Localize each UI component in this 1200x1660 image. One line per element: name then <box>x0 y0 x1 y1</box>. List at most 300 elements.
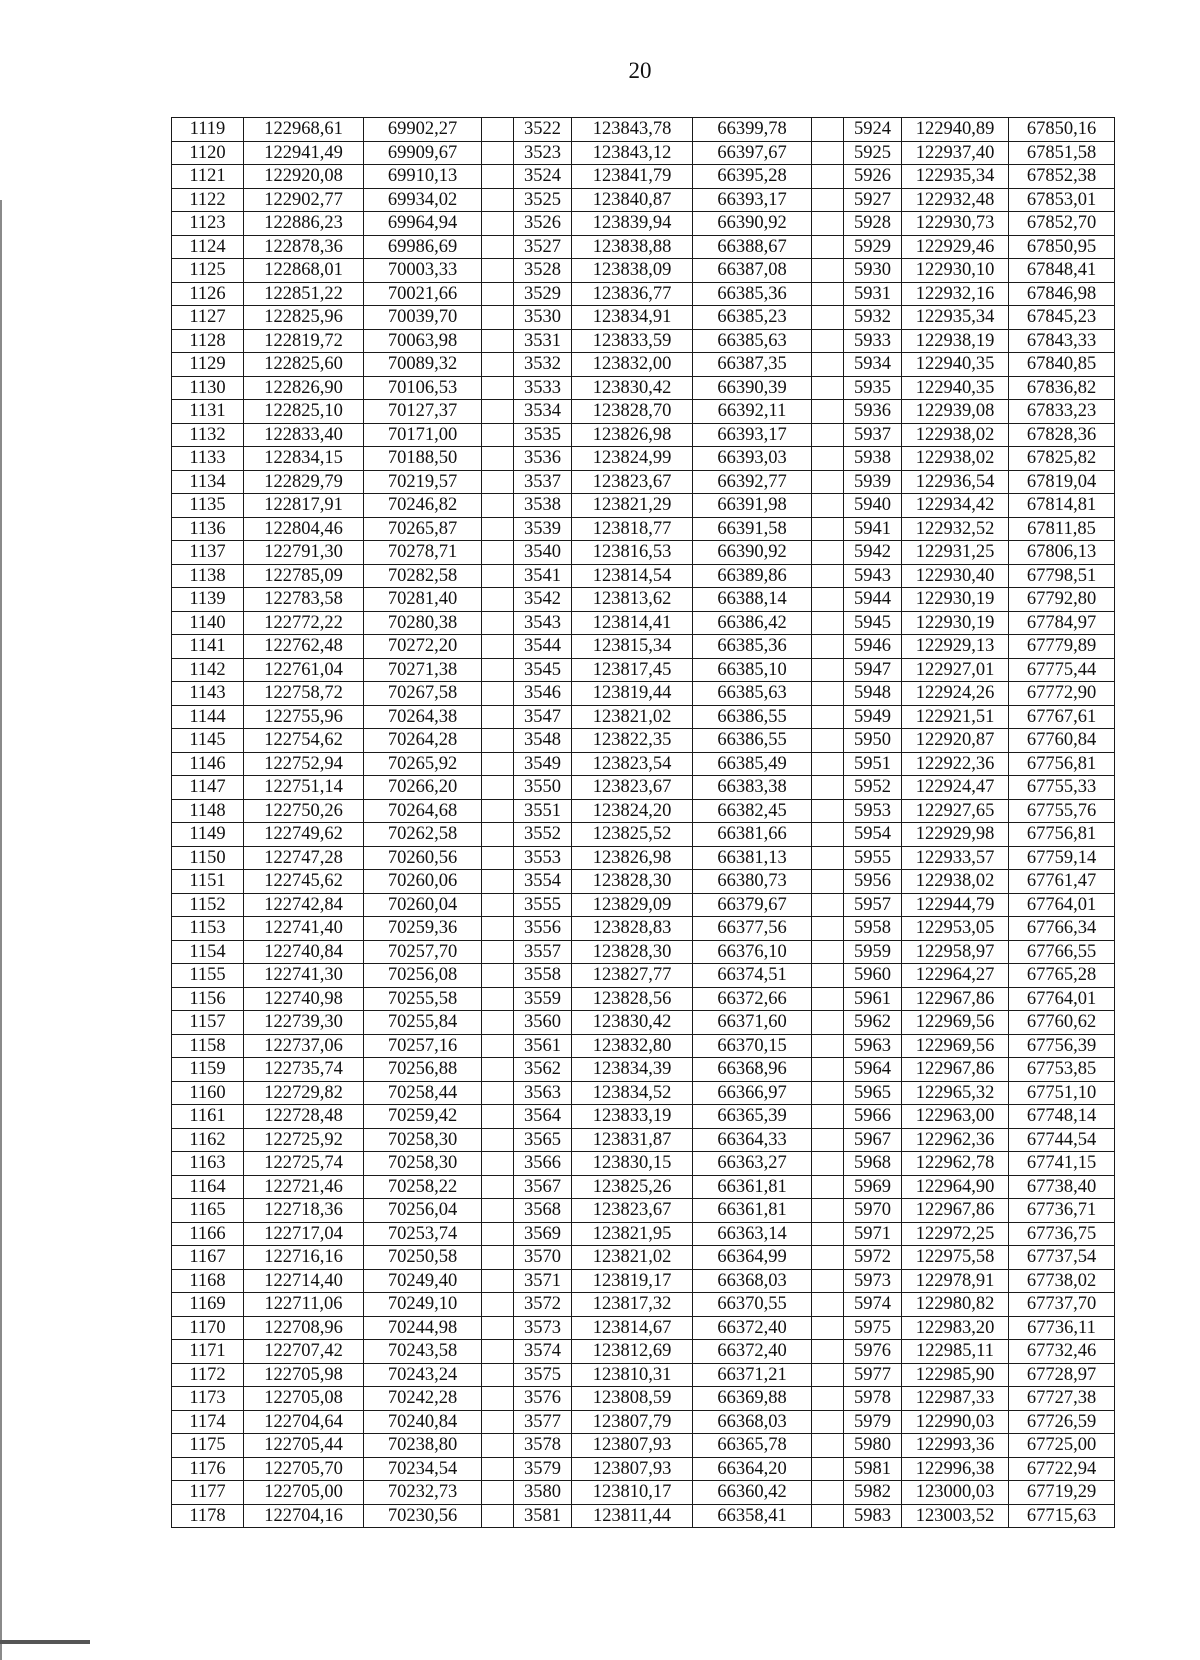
point-number-cell: 1138 <box>172 564 244 588</box>
y-coordinate-cell: 66380,73 <box>693 870 812 894</box>
y-coordinate-cell: 69964,94 <box>364 212 482 236</box>
x-coordinate-cell: 122878,36 <box>244 235 364 259</box>
point-number-cell: 3579 <box>514 1457 572 1481</box>
column-separator-cell <box>812 1034 844 1058</box>
y-coordinate-cell: 66382,45 <box>693 799 812 823</box>
table-row <box>172 1316 1115 1340</box>
column-separator-cell <box>482 1152 514 1176</box>
y-coordinate-cell: 67764,01 <box>1009 893 1115 917</box>
y-coordinate-cell: 66385,49 <box>693 752 812 776</box>
point-number-cell: 3581 <box>514 1504 572 1528</box>
y-coordinate-cell: 67850,95 <box>1009 235 1115 259</box>
point-number-cell: 1149 <box>172 823 244 847</box>
x-coordinate-cell: 122965,32 <box>902 1081 1009 1105</box>
y-coordinate-cell: 70238,80 <box>364 1434 482 1458</box>
point-number-cell: 1124 <box>172 235 244 259</box>
y-coordinate-cell: 66385,23 <box>693 306 812 330</box>
column-separator-cell <box>482 1105 514 1129</box>
y-coordinate-cell: 70278,71 <box>364 541 482 565</box>
x-coordinate-cell: 122932,48 <box>902 188 1009 212</box>
table-row <box>172 1293 1115 1317</box>
x-coordinate-cell: 122927,01 <box>902 658 1009 682</box>
column-separator-cell <box>812 1105 844 1129</box>
table-row <box>172 1058 1115 1082</box>
point-number-cell: 3526 <box>514 212 572 236</box>
y-coordinate-cell: 66386,55 <box>693 729 812 753</box>
point-number-cell: 1164 <box>172 1175 244 1199</box>
table-row <box>172 494 1115 518</box>
y-coordinate-cell: 70257,16 <box>364 1034 482 1058</box>
point-number-cell: 5933 <box>844 329 902 353</box>
x-coordinate-cell: 122922,36 <box>902 752 1009 776</box>
y-coordinate-cell: 70039,70 <box>364 306 482 330</box>
point-number-cell: 3563 <box>514 1081 572 1105</box>
x-coordinate-cell: 122851,22 <box>244 282 364 306</box>
y-coordinate-cell: 70243,58 <box>364 1340 482 1364</box>
y-coordinate-cell: 70260,04 <box>364 893 482 917</box>
point-number-cell: 1161 <box>172 1105 244 1129</box>
y-coordinate-cell: 66371,21 <box>693 1363 812 1387</box>
column-separator-cell <box>812 282 844 306</box>
column-separator-cell <box>482 823 514 847</box>
x-coordinate-cell: 122939,08 <box>902 400 1009 424</box>
table-row <box>172 470 1115 494</box>
y-coordinate-cell: 70250,58 <box>364 1246 482 1270</box>
column-separator-cell <box>482 1081 514 1105</box>
point-number-cell: 5926 <box>844 165 902 189</box>
column-separator-cell <box>812 588 844 612</box>
column-separator-cell <box>812 423 844 447</box>
y-coordinate-cell: 70260,56 <box>364 846 482 870</box>
x-coordinate-cell: 122741,40 <box>244 917 364 941</box>
y-coordinate-cell: 66365,39 <box>693 1105 812 1129</box>
x-coordinate-cell: 123834,52 <box>572 1081 693 1105</box>
x-coordinate-cell: 122938,19 <box>902 329 1009 353</box>
x-coordinate-cell: 122737,06 <box>244 1034 364 1058</box>
x-coordinate-cell: 123841,79 <box>572 165 693 189</box>
point-number-cell: 3523 <box>514 141 572 165</box>
point-number-cell: 3560 <box>514 1011 572 1035</box>
x-coordinate-cell: 122725,92 <box>244 1128 364 1152</box>
column-separator-cell <box>482 776 514 800</box>
column-separator-cell <box>812 776 844 800</box>
point-number-cell: 5939 <box>844 470 902 494</box>
column-separator-cell <box>482 1387 514 1411</box>
x-coordinate-cell: 123000,03 <box>902 1481 1009 1505</box>
y-coordinate-cell: 70188,50 <box>364 447 482 471</box>
y-coordinate-cell: 67726,59 <box>1009 1410 1115 1434</box>
column-separator-cell <box>812 964 844 988</box>
x-coordinate-cell: 122937,40 <box>902 141 1009 165</box>
y-coordinate-cell: 67852,38 <box>1009 165 1115 189</box>
x-coordinate-cell: 123828,70 <box>572 400 693 424</box>
y-coordinate-cell: 69910,13 <box>364 165 482 189</box>
y-coordinate-cell: 66385,10 <box>693 658 812 682</box>
y-coordinate-cell: 67840,85 <box>1009 353 1115 377</box>
column-separator-cell <box>482 987 514 1011</box>
y-coordinate-cell: 69909,67 <box>364 141 482 165</box>
y-coordinate-cell: 70253,74 <box>364 1222 482 1246</box>
column-separator-cell <box>812 1434 844 1458</box>
x-coordinate-cell: 122990,03 <box>902 1410 1009 1434</box>
point-number-cell: 5946 <box>844 635 902 659</box>
point-number-cell: 1147 <box>172 776 244 800</box>
column-separator-cell <box>482 188 514 212</box>
x-coordinate-cell: 123833,59 <box>572 329 693 353</box>
column-separator-cell <box>482 1434 514 1458</box>
y-coordinate-cell: 67767,61 <box>1009 705 1115 729</box>
x-coordinate-cell: 122930,73 <box>902 212 1009 236</box>
x-coordinate-cell: 122825,10 <box>244 400 364 424</box>
y-coordinate-cell: 67853,01 <box>1009 188 1115 212</box>
table-row <box>172 141 1115 165</box>
x-coordinate-cell: 123818,77 <box>572 517 693 541</box>
point-number-cell: 1154 <box>172 940 244 964</box>
x-coordinate-cell: 122924,26 <box>902 682 1009 706</box>
column-separator-cell <box>482 658 514 682</box>
y-coordinate-cell: 70281,40 <box>364 588 482 612</box>
x-coordinate-cell: 122711,06 <box>244 1293 364 1317</box>
x-coordinate-cell: 122962,78 <box>902 1152 1009 1176</box>
y-coordinate-cell: 66368,96 <box>693 1058 812 1082</box>
point-number-cell: 3528 <box>514 259 572 283</box>
column-separator-cell <box>482 1410 514 1434</box>
y-coordinate-cell: 70259,36 <box>364 917 482 941</box>
y-coordinate-cell: 67772,90 <box>1009 682 1115 706</box>
point-number-cell: 3531 <box>514 329 572 353</box>
y-coordinate-cell: 70266,20 <box>364 776 482 800</box>
point-number-cell: 3533 <box>514 376 572 400</box>
x-coordinate-cell: 122804,46 <box>244 517 364 541</box>
table-row <box>172 400 1115 424</box>
point-number-cell: 1134 <box>172 470 244 494</box>
x-coordinate-cell: 122935,34 <box>902 165 1009 189</box>
y-coordinate-cell: 66379,67 <box>693 893 812 917</box>
point-number-cell: 1145 <box>172 729 244 753</box>
column-separator-cell <box>482 799 514 823</box>
column-separator-cell <box>482 611 514 635</box>
y-coordinate-cell: 66385,36 <box>693 635 812 659</box>
column-separator-cell <box>482 423 514 447</box>
point-number-cell: 3562 <box>514 1058 572 1082</box>
y-coordinate-cell: 66390,92 <box>693 541 812 565</box>
point-number-cell: 5982 <box>844 1481 902 1505</box>
point-number-cell: 5935 <box>844 376 902 400</box>
point-number-cell: 1173 <box>172 1387 244 1411</box>
x-coordinate-cell: 123823,67 <box>572 776 693 800</box>
x-coordinate-cell: 123812,69 <box>572 1340 693 1364</box>
column-separator-cell <box>812 823 844 847</box>
point-number-cell: 3574 <box>514 1340 572 1364</box>
column-separator-cell <box>482 1222 514 1246</box>
y-coordinate-cell: 66368,03 <box>693 1269 812 1293</box>
point-number-cell: 3578 <box>514 1434 572 1458</box>
column-separator-cell <box>482 940 514 964</box>
x-coordinate-cell: 122968,61 <box>244 118 364 142</box>
x-coordinate-cell: 122978,91 <box>902 1269 1009 1293</box>
x-coordinate-cell: 123807,93 <box>572 1457 693 1481</box>
point-number-cell: 3556 <box>514 917 572 941</box>
point-number-cell: 5954 <box>844 823 902 847</box>
table-row <box>172 517 1115 541</box>
y-coordinate-cell: 67760,62 <box>1009 1011 1115 1035</box>
column-separator-cell <box>812 1246 844 1270</box>
y-coordinate-cell: 70249,10 <box>364 1293 482 1317</box>
point-number-cell: 5961 <box>844 987 902 1011</box>
column-separator-cell <box>482 282 514 306</box>
x-coordinate-cell: 122967,86 <box>902 1058 1009 1082</box>
point-number-cell: 1137 <box>172 541 244 565</box>
column-separator-cell <box>482 376 514 400</box>
x-coordinate-cell: 123826,98 <box>572 846 693 870</box>
point-number-cell: 5958 <box>844 917 902 941</box>
y-coordinate-cell: 70021,66 <box>364 282 482 306</box>
point-number-cell: 1163 <box>172 1152 244 1176</box>
point-number-cell: 1135 <box>172 494 244 518</box>
table-row <box>172 846 1115 870</box>
point-number-cell: 5970 <box>844 1199 902 1223</box>
y-coordinate-cell: 66387,35 <box>693 353 812 377</box>
y-coordinate-cell: 66376,10 <box>693 940 812 964</box>
point-number-cell: 3522 <box>514 118 572 142</box>
point-number-cell: 5978 <box>844 1387 902 1411</box>
point-number-cell: 3564 <box>514 1105 572 1129</box>
point-number-cell: 3565 <box>514 1128 572 1152</box>
point-number-cell: 1152 <box>172 893 244 917</box>
column-separator-cell <box>482 682 514 706</box>
y-coordinate-cell: 70271,38 <box>364 658 482 682</box>
y-coordinate-cell: 67761,47 <box>1009 870 1115 894</box>
y-coordinate-cell: 66377,56 <box>693 917 812 941</box>
y-coordinate-cell: 70264,68 <box>364 799 482 823</box>
column-separator-cell <box>812 1152 844 1176</box>
point-number-cell: 1160 <box>172 1081 244 1105</box>
point-number-cell: 5955 <box>844 846 902 870</box>
table-row <box>172 1199 1115 1223</box>
point-number-cell: 1162 <box>172 1128 244 1152</box>
scan-edge-line <box>0 200 2 1660</box>
x-coordinate-cell: 122930,19 <box>902 611 1009 635</box>
x-coordinate-cell: 122829,79 <box>244 470 364 494</box>
y-coordinate-cell: 70259,42 <box>364 1105 482 1129</box>
column-separator-cell <box>812 752 844 776</box>
table-row <box>172 658 1115 682</box>
point-number-cell: 5936 <box>844 400 902 424</box>
x-coordinate-cell: 122704,64 <box>244 1410 364 1434</box>
point-number-cell: 3580 <box>514 1481 572 1505</box>
y-coordinate-cell: 67756,81 <box>1009 823 1115 847</box>
point-number-cell: 1141 <box>172 635 244 659</box>
table-row <box>172 987 1115 1011</box>
table-row <box>172 1363 1115 1387</box>
column-separator-cell <box>482 494 514 518</box>
x-coordinate-cell: 123824,20 <box>572 799 693 823</box>
x-coordinate-cell: 122728,48 <box>244 1105 364 1129</box>
point-number-cell: 5930 <box>844 259 902 283</box>
point-number-cell: 3554 <box>514 870 572 894</box>
x-coordinate-cell: 122935,34 <box>902 306 1009 330</box>
y-coordinate-cell: 66383,38 <box>693 776 812 800</box>
column-separator-cell <box>812 517 844 541</box>
column-separator-cell <box>812 188 844 212</box>
column-separator-cell <box>482 729 514 753</box>
y-coordinate-cell: 66392,11 <box>693 400 812 424</box>
point-number-cell: 1156 <box>172 987 244 1011</box>
x-coordinate-cell: 122739,30 <box>244 1011 364 1035</box>
column-separator-cell <box>812 1222 844 1246</box>
x-coordinate-cell: 122983,20 <box>902 1316 1009 1340</box>
point-number-cell: 5969 <box>844 1175 902 1199</box>
x-coordinate-cell: 122772,22 <box>244 611 364 635</box>
point-number-cell: 3538 <box>514 494 572 518</box>
point-number-cell: 1167 <box>172 1246 244 1270</box>
x-coordinate-cell: 122964,90 <box>902 1175 1009 1199</box>
y-coordinate-cell: 66393,17 <box>693 423 812 447</box>
point-number-cell: 1122 <box>172 188 244 212</box>
x-coordinate-cell: 123828,83 <box>572 917 693 941</box>
column-separator-cell <box>812 940 844 964</box>
x-coordinate-cell: 122924,47 <box>902 776 1009 800</box>
column-separator-cell <box>812 635 844 659</box>
y-coordinate-cell: 69986,69 <box>364 235 482 259</box>
y-coordinate-cell: 66361,81 <box>693 1199 812 1223</box>
table-row <box>172 1387 1115 1411</box>
coordinates-table <box>171 117 1115 1528</box>
point-number-cell: 3558 <box>514 964 572 988</box>
x-coordinate-cell: 123823,67 <box>572 470 693 494</box>
x-coordinate-cell: 122826,90 <box>244 376 364 400</box>
point-number-cell: 3541 <box>514 564 572 588</box>
point-number-cell: 1150 <box>172 846 244 870</box>
x-coordinate-cell: 122825,96 <box>244 306 364 330</box>
x-coordinate-cell: 122975,58 <box>902 1246 1009 1270</box>
x-coordinate-cell: 123810,31 <box>572 1363 693 1387</box>
y-coordinate-cell: 67727,38 <box>1009 1387 1115 1411</box>
x-coordinate-cell: 122940,35 <box>902 376 1009 400</box>
y-coordinate-cell: 67760,84 <box>1009 729 1115 753</box>
point-number-cell: 1158 <box>172 1034 244 1058</box>
column-separator-cell <box>812 376 844 400</box>
y-coordinate-cell: 67725,00 <box>1009 1434 1115 1458</box>
y-coordinate-cell: 66372,40 <box>693 1340 812 1364</box>
point-number-cell: 5976 <box>844 1340 902 1364</box>
point-number-cell: 1132 <box>172 423 244 447</box>
column-separator-cell <box>482 870 514 894</box>
table-row <box>172 353 1115 377</box>
column-separator-cell <box>812 1199 844 1223</box>
table-row <box>172 964 1115 988</box>
x-coordinate-cell: 123828,56 <box>572 987 693 1011</box>
column-separator-cell <box>482 1034 514 1058</box>
point-number-cell: 3547 <box>514 705 572 729</box>
y-coordinate-cell: 67819,04 <box>1009 470 1115 494</box>
point-number-cell: 5927 <box>844 188 902 212</box>
point-number-cell: 5973 <box>844 1269 902 1293</box>
point-number-cell: 1133 <box>172 447 244 471</box>
x-coordinate-cell: 123830,42 <box>572 376 693 400</box>
x-coordinate-cell: 122933,57 <box>902 846 1009 870</box>
x-coordinate-cell: 123825,52 <box>572 823 693 847</box>
y-coordinate-cell: 70230,56 <box>364 1504 482 1528</box>
point-number-cell: 5924 <box>844 118 902 142</box>
y-coordinate-cell: 67825,82 <box>1009 447 1115 471</box>
column-separator-cell <box>482 1269 514 1293</box>
column-separator-cell <box>812 212 844 236</box>
table-row <box>172 611 1115 635</box>
point-number-cell: 5932 <box>844 306 902 330</box>
x-coordinate-cell: 122993,36 <box>902 1434 1009 1458</box>
x-coordinate-cell: 122941,49 <box>244 141 364 165</box>
x-coordinate-cell: 122742,84 <box>244 893 364 917</box>
point-number-cell: 5940 <box>844 494 902 518</box>
point-number-cell: 1129 <box>172 353 244 377</box>
point-number-cell: 1128 <box>172 329 244 353</box>
column-separator-cell <box>812 306 844 330</box>
y-coordinate-cell: 70171,00 <box>364 423 482 447</box>
x-coordinate-cell: 122740,98 <box>244 987 364 1011</box>
column-separator-cell <box>812 987 844 1011</box>
table-row <box>172 188 1115 212</box>
y-coordinate-cell: 67722,94 <box>1009 1457 1115 1481</box>
table-row <box>172 1246 1115 1270</box>
column-separator-cell <box>482 1246 514 1270</box>
point-number-cell: 1136 <box>172 517 244 541</box>
x-coordinate-cell: 123838,09 <box>572 259 693 283</box>
y-coordinate-cell: 70256,04 <box>364 1199 482 1223</box>
y-coordinate-cell: 70258,44 <box>364 1081 482 1105</box>
column-separator-cell <box>482 141 514 165</box>
y-coordinate-cell: 67843,33 <box>1009 329 1115 353</box>
y-coordinate-cell: 70265,92 <box>364 752 482 776</box>
y-coordinate-cell: 67851,58 <box>1009 141 1115 165</box>
column-separator-cell <box>812 470 844 494</box>
x-coordinate-cell: 123822,35 <box>572 729 693 753</box>
x-coordinate-cell: 122921,51 <box>902 705 1009 729</box>
column-separator-cell <box>812 870 844 894</box>
point-number-cell: 5942 <box>844 541 902 565</box>
point-number-cell: 1171 <box>172 1340 244 1364</box>
table-row <box>172 118 1115 142</box>
x-coordinate-cell: 123840,87 <box>572 188 693 212</box>
point-number-cell: 5977 <box>844 1363 902 1387</box>
x-coordinate-cell: 123821,02 <box>572 1246 693 1270</box>
y-coordinate-cell: 67756,39 <box>1009 1034 1115 1058</box>
y-coordinate-cell: 67828,36 <box>1009 423 1115 447</box>
x-coordinate-cell: 122749,62 <box>244 823 364 847</box>
y-coordinate-cell: 67738,40 <box>1009 1175 1115 1199</box>
column-separator-cell <box>812 353 844 377</box>
y-coordinate-cell: 66385,63 <box>693 329 812 353</box>
column-separator-cell <box>482 1128 514 1152</box>
x-coordinate-cell: 122930,10 <box>902 259 1009 283</box>
x-coordinate-cell: 123832,00 <box>572 353 693 377</box>
x-coordinate-cell: 122964,27 <box>902 964 1009 988</box>
y-coordinate-cell: 66371,60 <box>693 1011 812 1035</box>
point-number-cell: 3540 <box>514 541 572 565</box>
x-coordinate-cell: 122985,11 <box>902 1340 1009 1364</box>
point-number-cell: 1168 <box>172 1269 244 1293</box>
point-number-cell: 5964 <box>844 1058 902 1082</box>
y-coordinate-cell: 66389,86 <box>693 564 812 588</box>
y-coordinate-cell: 66392,77 <box>693 470 812 494</box>
table-row <box>172 752 1115 776</box>
table-row <box>172 917 1115 941</box>
x-coordinate-cell: 122938,02 <box>902 423 1009 447</box>
y-coordinate-cell: 70244,98 <box>364 1316 482 1340</box>
point-number-cell: 3537 <box>514 470 572 494</box>
point-number-cell: 1140 <box>172 611 244 635</box>
x-coordinate-cell: 122969,56 <box>902 1011 1009 1035</box>
